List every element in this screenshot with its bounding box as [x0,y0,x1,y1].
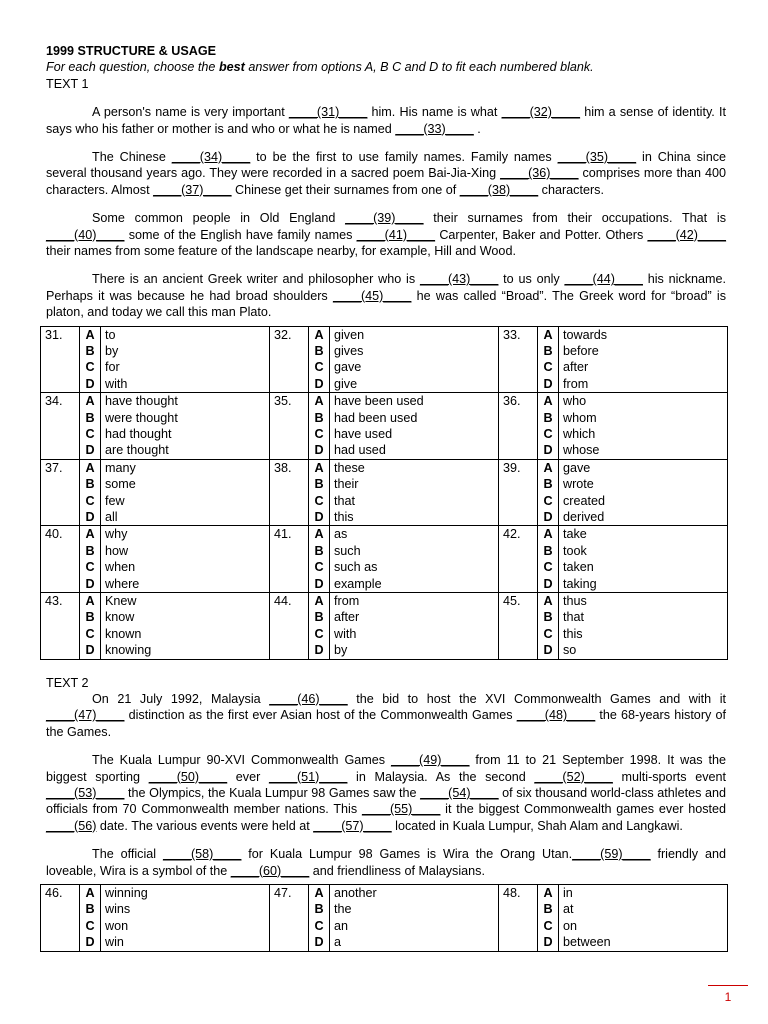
question-number: 41. [270,526,309,593]
option-choice[interactable]: by [334,643,348,658]
option-choice[interactable]: how [105,543,129,558]
question-number: 39. [499,459,538,526]
option-letter: B [543,410,553,425]
passage-text: On 21 July 1992, Malaysia [92,691,270,706]
option-choice[interactable]: after [334,610,360,625]
option-list [101,592,270,659]
passage-text: ever [227,769,269,784]
option-choice[interactable]: for [105,360,120,375]
page-number-rule [708,985,748,986]
option-letter: C [543,918,553,933]
option-choice[interactable]: knowing [105,643,152,658]
option-letter: B [85,610,95,625]
option-choice[interactable]: an [334,918,349,933]
question-number: 35. [270,393,309,460]
option-letter: C [543,560,553,575]
option-letter: A [543,885,553,900]
question-number: 31. [41,326,80,393]
option-choice[interactable]: why [105,527,128,542]
option-letters [80,526,101,593]
option-choice[interactable]: from [563,376,589,391]
option-letter: D [314,443,324,458]
option-list [101,393,270,460]
option-choice[interactable]: at [563,902,574,917]
passage-text: and friendliness of Malaysians. [309,863,485,878]
option-choice[interactable]: had been used [334,410,418,425]
option-choice[interactable]: have thought [105,394,178,409]
question-number: 48. [499,884,538,951]
option-letter: B [314,543,324,558]
option-choice[interactable]: known [105,626,142,641]
answer-blank[interactable]: ____(51)____ [268,769,348,784]
option-letter: A [85,527,95,542]
option-choice[interactable]: created [563,493,606,508]
answer-blank[interactable]: ____(42)____ [647,227,726,242]
passage-text: The Chinese [92,150,172,165]
option-letters [538,393,559,460]
option-letter: B [85,344,95,359]
question-row [41,393,728,460]
passage-text: A person's name is very important [92,105,289,120]
option-choice[interactable]: such as [334,560,378,575]
option-letter: D [314,643,324,658]
option-letter: A [314,460,324,475]
passage-text: Carpenter, Baker and Potter. Others [435,227,648,242]
option-choice[interactable]: this [334,509,354,524]
option-choice[interactable]: won [105,918,129,933]
passage-text: of six thousand world-class athletes and officials from 70 Commonwealth member nations. This [46,785,726,817]
text2-paragraph-2 [46,752,726,834]
option-letter: D [543,509,553,524]
option-letter: A [543,527,553,542]
option-choice[interactable]: many [105,460,136,475]
option-list [101,526,270,593]
option-choice[interactable]: between [563,935,611,950]
option-choice[interactable]: a [334,935,342,950]
option-letter: D [85,643,95,658]
option-choice[interactable]: took [563,543,587,558]
option-list [559,526,728,593]
option-choice[interactable]: from [334,593,360,608]
option-list [330,592,499,659]
option-choice[interactable]: are thought [105,443,169,458]
option-letter: A [85,327,95,342]
answer-blank[interactable]: ____(32)____ [501,105,581,120]
option-choice[interactable]: whose [563,443,600,458]
option-letters [309,592,330,659]
page-number: 1 [724,990,732,1004]
answer-blank[interactable]: ____(52)____ [534,769,613,784]
question-number: 43. [41,592,80,659]
passage-text: date. The various events were held at [96,818,314,833]
option-letter: D [85,443,95,458]
answer-blank[interactable]: ____(34)____ [171,150,251,165]
passage-text: for Kuala Lumpur 98 Games is Wira the Orang Utan. [241,847,573,862]
answer-table-2 [40,884,728,952]
question-row [41,592,728,659]
option-letter: C [543,626,553,641]
option-letters [80,459,101,526]
option-letter: D [543,643,553,658]
option-choice[interactable]: where [105,576,140,591]
answer-blank[interactable]: ____(37)____ [153,182,232,197]
instructions-bold: best [218,60,245,75]
option-letter: D [543,576,553,591]
option-letter: B [543,344,553,359]
option-letters [309,884,330,951]
option-letter: B [85,902,95,917]
passage-text: him a sense of identity. It says who his father or mother is and who or what he is named [46,105,726,136]
option-choice[interactable]: these [334,460,365,475]
option-letter: A [314,327,324,342]
option-letters [309,326,330,393]
option-letters [538,459,559,526]
option-letter: D [85,576,95,591]
passage-text: distinction as the first ever Asian host of the Commonwealth Games [124,708,517,723]
option-letter: C [314,427,324,442]
option-choice[interactable]: that [334,493,356,508]
passage-text: in China since several thousand years ago. They were recorded in a sacred poem Bai-Jia-Xing [46,150,726,181]
passage-text: some of the English have family names [124,227,357,242]
option-letter: A [543,593,553,608]
option-letter: B [85,410,95,425]
option-letter: B [314,610,324,625]
passage-text: The official [92,847,163,862]
option-letter: D [314,935,324,950]
option-letter: B [543,902,553,917]
option-letter: D [543,443,553,458]
option-choice[interactable]: wins [105,902,131,917]
answer-blank[interactable]: ____(54)____ [420,785,499,800]
option-letter: A [543,327,553,342]
option-list [330,326,499,393]
option-choice[interactable]: on [563,918,578,933]
option-letter: D [314,376,324,391]
option-list [330,526,499,593]
option-choice[interactable]: thus [563,593,587,608]
option-list [559,459,728,526]
option-choice[interactable]: when [105,560,136,575]
option-letter: C [543,360,553,375]
option-choice[interactable]: have used [334,427,393,442]
answer-table-2-wrap [46,884,726,952]
option-choice[interactable]: who [563,394,587,409]
passage-text: friendly and loveable, Wira is a symbol of the [46,847,726,878]
passage-text: to be the first to use family names. Family names [250,150,558,165]
option-choice[interactable]: such [334,543,361,558]
option-list [101,326,270,393]
answer-blank[interactable]: ____(46)____ [269,691,348,706]
option-letters [80,592,101,659]
option-list [330,393,499,460]
option-letter: A [85,460,95,475]
text1-paragraph-3 [46,210,726,259]
option-letter: B [85,543,95,558]
answer-blank[interactable]: ____(56) [46,818,97,833]
option-letter: C [543,427,553,442]
option-letter: A [314,593,324,608]
passage-text: located in Kuala Lumpur, Shah Alam and Langkawi. [391,818,683,833]
passage-text: . [473,121,481,136]
answer-blank[interactable]: ____(43)____ [419,272,499,287]
passage-text: The Kuala Lumpur 90-XVI Commonwealth Games [92,753,392,768]
question-row [41,526,728,593]
option-choice[interactable]: gave [563,460,591,475]
option-letters [309,526,330,593]
document-title: 1999 STRUCTURE & USAGE [46,44,217,58]
answer-blank[interactable]: ____(55)____ [361,802,441,817]
passage-text: the Olympics, the Kuala Lumpur 98 Games saw the [124,785,421,800]
option-choice[interactable]: had used [334,443,386,458]
option-choice[interactable]: as [334,527,348,542]
option-letters [538,526,559,593]
option-letters [538,326,559,393]
option-choice[interactable]: that [563,610,585,625]
option-letter: A [314,394,324,409]
instructions-text-1: For each question, choose the [46,60,219,75]
option-choice[interactable]: in [563,885,573,900]
question-number: 40. [41,526,80,593]
option-choice[interactable]: which [563,427,596,442]
option-choice[interactable]: Knew [105,593,137,608]
option-choice[interactable]: know [105,610,135,625]
option-letter: C [314,360,324,375]
passage-text: There is an ancient Greek writer and philosopher who is [92,272,420,287]
option-choice[interactable]: were thought [105,410,178,425]
text1-paragraph-2 [46,149,726,198]
option-letter: B [314,344,324,359]
passage-text: the 68-years history of the Games. [46,708,726,739]
answer-blank[interactable]: ____(38)____ [459,182,539,197]
option-list [101,884,270,951]
answer-blank[interactable]: ____(58)____ [162,847,242,862]
option-choice[interactable]: derived [563,509,605,524]
answer-blank[interactable]: ____(44)____ [564,272,643,287]
question-number: 47. [270,884,309,951]
option-letter: D [314,576,324,591]
question-number: 45. [499,592,538,659]
option-choice[interactable]: the [334,902,352,917]
option-letter: C [85,493,95,508]
option-list [330,884,499,951]
option-letter: D [85,509,95,524]
option-letter: B [314,902,324,917]
answer-blank[interactable]: ____(40)____ [46,227,125,242]
option-choice[interactable]: to [105,327,116,342]
passage-text: he was called “Broad”. The Greek word for “broad” is platon, and today we call this man Plato. [46,288,726,320]
text2-label: TEXT 2 [46,675,89,690]
option-choice[interactable]: after [563,360,589,375]
answer-blank[interactable]: ____(49)____ [391,753,470,768]
option-letter: C [314,560,324,575]
option-list [330,459,499,526]
passage-text: Some common people in Old England [92,211,346,226]
option-list [101,459,270,526]
answer-blank[interactable]: ____(45)____ [332,288,412,303]
option-choice[interactable]: so [563,643,577,658]
answer-blank[interactable]: ____(60)____ [230,863,310,878]
option-choice[interactable]: winning [105,885,148,900]
option-letter: C [85,427,95,442]
option-list [559,592,728,659]
option-choice[interactable]: win [105,935,124,950]
answer-blank[interactable]: ____(47)____ [46,708,125,723]
option-letter: D [314,509,324,524]
option-letter: D [543,935,553,950]
answer-blank[interactable]: ____(50)____ [148,769,228,784]
option-letters [80,326,101,393]
option-choice[interactable]: by [105,344,119,359]
option-choice[interactable]: whom [563,410,597,425]
option-choice[interactable]: take [563,527,587,542]
passage-text: comprises more than 400 characters. Almost [46,166,726,197]
answer-blank[interactable]: ____(39)____ [345,211,424,226]
option-letter: C [543,493,553,508]
option-letter: C [314,493,324,508]
option-letters [538,592,559,659]
option-choice[interactable]: this [563,626,583,641]
text1-paragraph-4 [46,271,726,320]
question-number: 32. [270,326,309,393]
option-letter: D [85,935,95,950]
option-letter: A [85,885,95,900]
passage-text: characters. [538,182,604,197]
option-letters [309,459,330,526]
option-letter: B [543,610,553,625]
passage-text: in Malaysia. As the second [347,769,535,784]
instructions-text-2: answer from options A, B C and D to fit each numbered blank. [244,60,594,75]
question-row [41,884,728,951]
option-choice[interactable]: gave [334,360,362,375]
answer-blank[interactable]: ____(59)____ [572,847,651,862]
question-number: 42. [499,526,538,593]
option-letter: B [314,410,324,425]
option-list [559,326,728,393]
question-number: 38. [270,459,309,526]
option-letter: C [85,918,95,933]
option-letter: A [543,460,553,475]
text2-paragraph-3 [46,846,726,879]
option-choice[interactable]: with [105,376,128,391]
option-letter: C [314,918,324,933]
question-row [41,459,728,526]
option-letter: A [543,394,553,409]
option-letter: A [85,394,95,409]
answer-blank[interactable]: ____(41)____ [356,227,436,242]
question-number: 44. [270,592,309,659]
passage-text: Chinese get their surnames from one of [231,182,460,197]
option-letter: B [543,477,553,492]
option-letters [538,884,559,951]
option-letter: C [85,560,95,575]
passage-text: it the biggest Commonwealth games ever hosted [440,802,727,817]
question-number: 34. [41,393,80,460]
option-letter: B [85,477,95,492]
passage-text: from 11 to 21 September 1998. It was the biggest sporting [46,753,726,784]
passage-text: multi-sports event [612,769,727,784]
option-choice[interactable]: some [105,477,136,492]
option-letter: A [85,593,95,608]
answer-blank[interactable]: ____(57)____ [313,818,392,833]
option-letters [80,393,101,460]
question-row [41,326,728,393]
passage-text: their names from some feature of the landscape nearby, for example, Hill and Wood. [46,244,516,259]
option-choice[interactable]: before [563,344,599,359]
question-number: 46. [41,884,80,951]
answer-table-1-wrap [46,326,726,660]
option-letters [309,393,330,460]
answer-blank[interactable]: ____(35)____ [557,150,637,165]
option-letter: D [543,376,553,391]
text2-paragraph-1 [46,691,726,740]
option-choice[interactable]: another [334,885,377,900]
option-letter: D [85,376,95,391]
option-letters [80,884,101,951]
option-choice[interactable]: example [334,576,382,591]
text1-label: TEXT 1 [46,76,89,91]
option-choice[interactable]: their [334,477,359,492]
option-choice[interactable]: wrote [563,477,594,492]
option-choice[interactable]: had thought [105,427,172,442]
option-list [559,393,728,460]
passage-text: to us only [498,272,565,287]
option-choice[interactable]: give [334,376,358,391]
instructions [46,59,726,75]
passage-text: their surnames from their occupations. That is [423,211,726,226]
option-list [559,884,728,951]
answer-blank[interactable]: ____(36)____ [500,166,579,181]
option-choice[interactable]: with [334,626,357,641]
answer-table-1 [40,326,728,660]
question-number: 37. [41,459,80,526]
passage-text: him. His name is what [367,105,502,120]
option-choice[interactable]: few [105,493,125,508]
question-number: 36. [499,393,538,460]
passage-text: his nickname. Perhaps it was because he had broad shoulders [46,272,727,303]
answer-blank[interactable]: ____(53)____ [46,785,125,800]
option-letter: A [314,885,324,900]
answer-blank[interactable]: ____(33)____ [395,121,474,136]
option-choice[interactable]: given [334,327,365,342]
text1-paragraph-1 [46,104,726,137]
document-body [46,43,726,952]
option-choice[interactable]: gives [334,344,364,359]
option-letter: B [543,543,553,558]
answer-blank[interactable]: ____(48)____ [516,708,596,723]
option-letter: C [85,360,95,375]
question-number: 33. [499,326,538,393]
passage-text: the bid to host the XVI Commonwealth Games and with it [347,691,727,706]
option-choice[interactable]: all [105,509,118,524]
option-letter: B [314,477,324,492]
option-letter: C [314,626,324,641]
option-letter: A [314,527,324,542]
answer-blank[interactable]: ____(31)____ [288,105,368,120]
option-choice[interactable]: taking [563,576,597,591]
option-choice[interactable]: have been used [334,394,424,409]
option-choice[interactable]: towards [563,327,608,342]
option-choice[interactable]: taken [563,560,594,575]
option-letter: C [85,626,95,641]
